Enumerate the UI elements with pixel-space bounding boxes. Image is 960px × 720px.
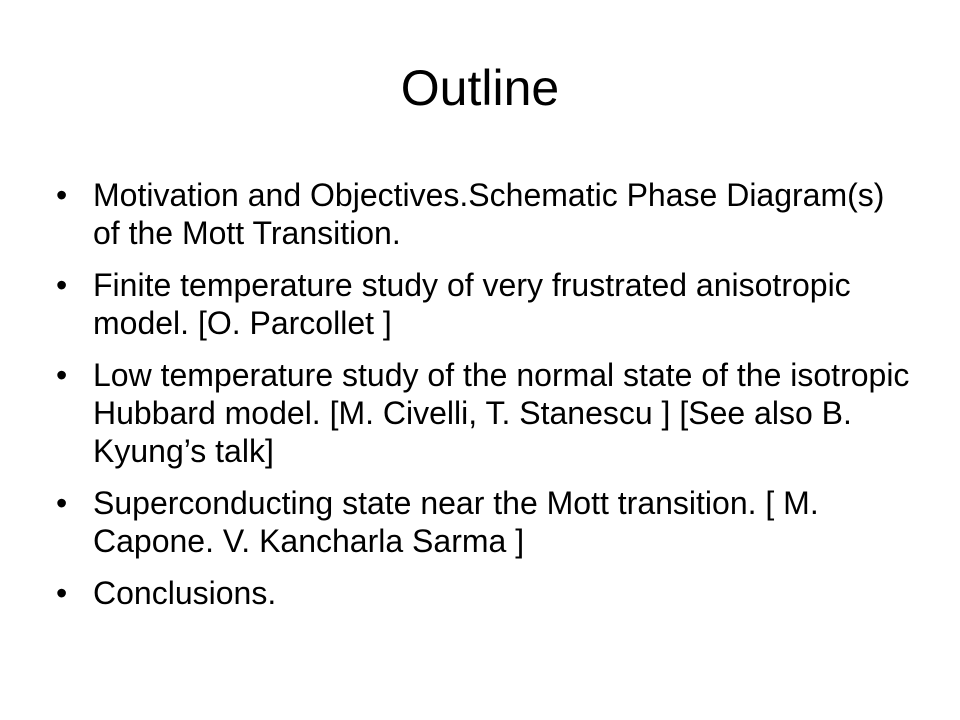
bullet-list — [56, 176, 916, 626]
bullet-text: Motivation and Objectives.Schematic Phase Diagram(s) of the Mott Transition. — [93, 177, 885, 251]
bullet-text: Superconducting state near the Mott transition. [ M. Capone. V. Kancharla Sarma ] — [93, 485, 819, 559]
bullet-text: Low temperature study of the normal state of the isotropic Hubbard model. [M. Civelli, T. Stanescu ] [See also B. Kyung’s talk] — [93, 357, 910, 469]
bullet-item — [56, 176, 916, 252]
bullet-text: Conclusions. — [93, 575, 277, 611]
bullet-item — [56, 266, 916, 342]
bullet-marker: • — [56, 575, 68, 611]
bullet-item — [56, 356, 916, 470]
bullet-marker: • — [56, 357, 68, 393]
bullet-marker: • — [56, 177, 68, 213]
bullet-marker: • — [56, 267, 68, 303]
bullet-marker: • — [56, 485, 68, 521]
bullet-text: Finite temperature study of very frustrated anisotropic model. [O. Parcollet ] — [93, 267, 851, 341]
bullet-item — [56, 484, 916, 560]
slide-title: Outline — [400, 60, 560, 116]
bullet-item — [56, 574, 916, 612]
